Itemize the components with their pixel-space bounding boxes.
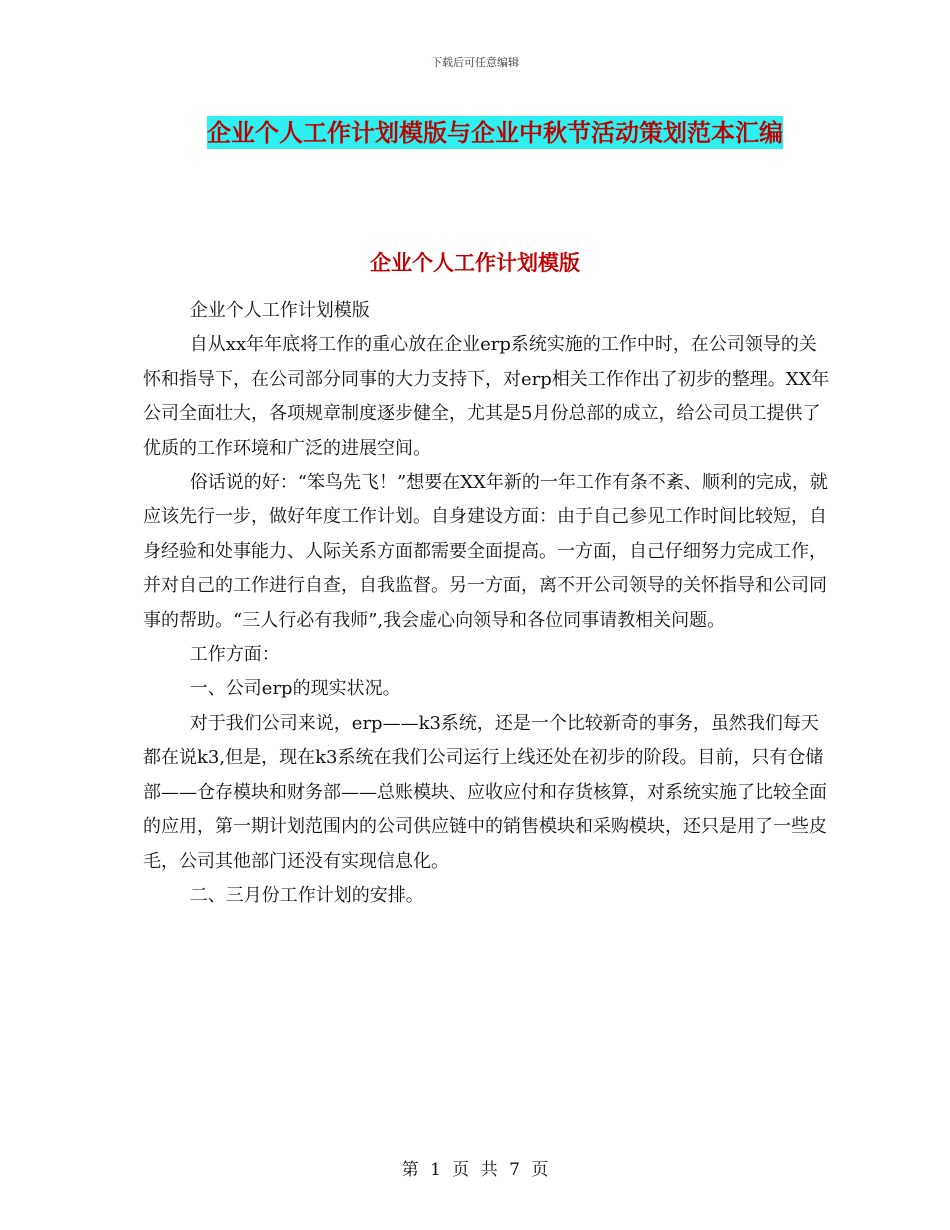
document-title-text: 企业个人工作计划模版与企业中秋节活动策划范本汇编 <box>207 118 783 147</box>
paragraph: 对于我们公司来说，erp——k3系统，还是一个比较新奇的事务，虽然我们每天都在说k3,但是，现在k3系统在我们公司运行上线还处在初步的阶段。目前，只有仓储部——仓存模块和财务部——总账模块、应收应付和存货核算，对系统实施了比较全面的应用，第一期计划范围内的公司供应链中的销售模块和采购模块，还只是用了一些皮毛，公司其他部门还没有实现信息化。 <box>143 712 827 872</box>
section-title: 企业个人工作计划模版 <box>370 250 580 275</box>
header-note: 下载后可任意编辑 <box>431 56 519 69</box>
paragraph: 二、三月份工作计划的安排。 <box>189 884 424 906</box>
paragraph: 一、公司erp的现实状况。 <box>189 678 401 700</box>
document-body <box>143 294 833 913</box>
page-number: 第 1 页 共 7 页 <box>401 1160 549 1180</box>
paragraph: 工作方面： <box>189 644 280 666</box>
paragraph: 企业个人工作计划模版 <box>189 300 370 321</box>
document-title <box>150 112 840 154</box>
paragraph: 自从xx年年底将工作的重心放在企业erp系统实施的工作中时，在公司领导的关怀和指导下，在公司部分同事的大力支持下，对erp相关工作作出了初步的整理。XX年公司全面壮大，各项规章制度逐步健全，尤其是5月份总部的成立，给公司员工提供了优质的工作环境和广泛的进展空间。 <box>143 334 830 459</box>
paragraph: 俗话说的好：“笨鸟先飞！”想要在XX年新的一年工作有条不紊、顺利的完成，就应该先行一步，做好年度工作计划。自身建设方面：由于自己参见工作时间比较短，自身经验和处事能力、人际关系方面都需要全面提高。一方面，自己仔细努力完成工作，并对自己的工作进行自查，自我监督。另一方面，离不开公司领导的关怀指导和公司同事的帮助。“三人行必有我师”,我会虚心向领导和各位同事请教相关问题。 <box>143 472 828 631</box>
